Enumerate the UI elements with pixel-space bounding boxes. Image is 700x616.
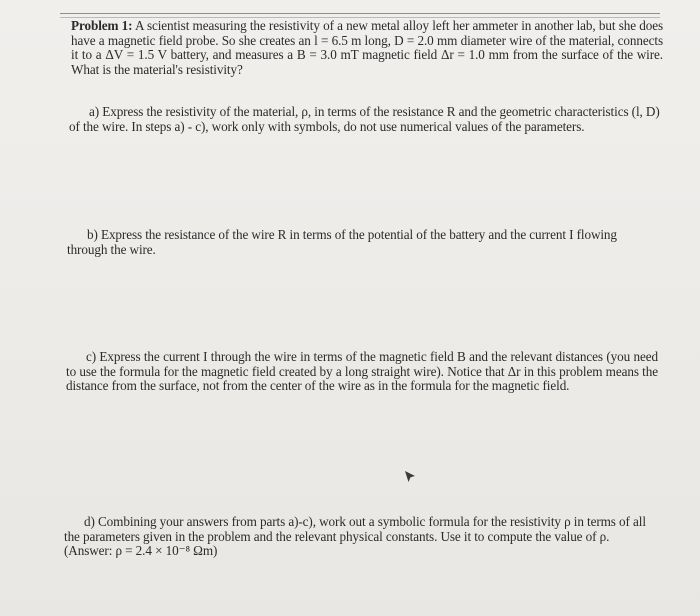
top-rule bbox=[60, 13, 660, 14]
problem-text: A scientist measuring the resistivity of a new metal alloy left her ammeter in another lab, but she does have a magnetic field probe. So she creates an l = 6.5 m long, D = 2.0 mm diameter wire of the material, connects it to a ΔV = 1.5 V battery, and measures a B = 3.0 mT magnetic field Δr = 1.0 mm from the surface of the wire. What is the material's resistivity? bbox=[71, 18, 664, 77]
part-d-body: d) Combining your answers from parts a)-c), work out a symbolic formula for the resistivity ρ in terms of all the parameters given in the problem and the relevant physical constants. Use it to compute the value of ρ. (Answer: ρ = 2.4 × 10⁻⁸ Ωm) bbox=[64, 514, 646, 559]
problem-statement bbox=[71, 19, 663, 77]
part-c-text bbox=[66, 350, 658, 394]
part-a-body: a) Express the resistivity of the material, ρ, in terms of the resistance R and the geometric characteristics (l, D) of the wire. In steps a) - c), work only with symbols, do not use numerical values of the parameters. bbox=[69, 104, 660, 134]
part-d-text bbox=[64, 515, 656, 559]
part-b-text bbox=[67, 228, 659, 257]
part-a-text bbox=[69, 105, 661, 134]
mouse-pointer-icon bbox=[403, 470, 417, 484]
part-c-body: c) Express the current I through the wire in terms of the magnetic field B and the relevant distances (you need to use the formula for the magnetic field created by a long straight wire). Notice that Δr in this problem means the distance from the surface, not from the center of the wire as in the formula for the magnetic field. bbox=[66, 349, 658, 394]
problem-title: Problem 1: bbox=[71, 18, 133, 33]
part-b-body: b) Express the resistance of the wire R in terms of the potential of the battery and the current I flowing through the wire. bbox=[67, 227, 617, 257]
